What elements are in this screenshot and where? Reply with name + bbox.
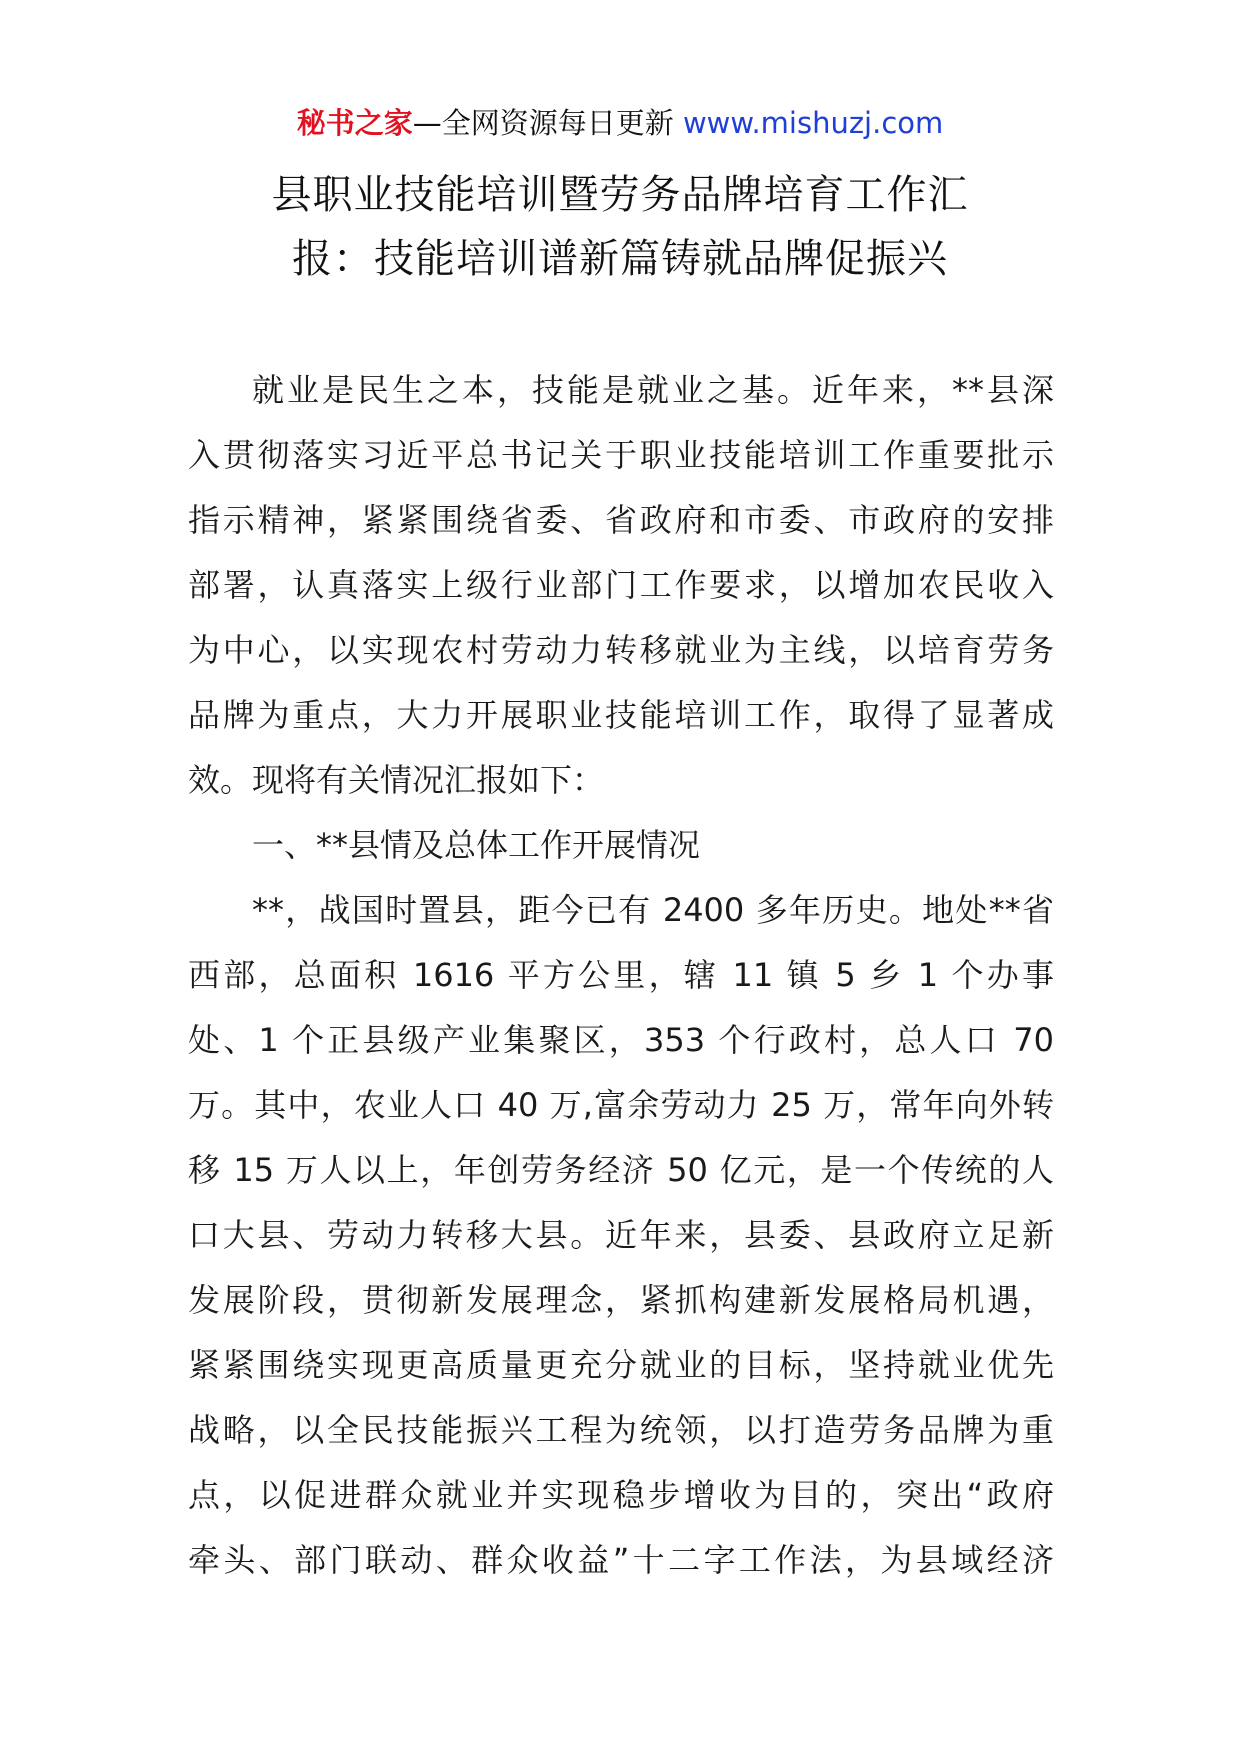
body-line: 点，以促进群众就业并实现稳步增收为目的，突出“政府: [188, 1476, 1054, 1514]
brand-name: 秘书之家: [296, 106, 413, 140]
document-title: [190, 163, 1050, 291]
document-body: [188, 358, 1054, 1593]
body-line: 指示精神，紧紧围绕省委、省政府和市委、市政府的安排: [188, 501, 1054, 539]
body-line: 战略，以全民技能振兴工程为统领，以打造劳务品牌为重: [188, 1411, 1054, 1449]
watermark-header: [0, 103, 1240, 143]
body-line: 口大县、劳动力转移大县。近年来，县委、县政府立足新: [188, 1216, 1054, 1254]
body-line: 为中心，以实现农村劳动力转移就业为主线，以培育劳务: [188, 631, 1054, 669]
body-line: 就业是民生之本，技能是就业之基。近年来，**县深: [252, 371, 1054, 409]
body-line: 西部，总面积 1616 平方公里，辖 11 镇 5 乡 1 个办事: [188, 956, 1054, 994]
body-line: 紧紧围绕实现更高质量更充分就业的目标，坚持就业优先: [188, 1346, 1054, 1384]
section-heading: 一、**县情及总体工作开展情况: [252, 826, 701, 864]
body-line: 发展阶段，贯彻新发展理念，紧抓构建新发展格局机遇，: [188, 1281, 1054, 1319]
body-line: 品牌为重点，大力开展职业技能培训工作，取得了显著成: [188, 696, 1054, 734]
document-title-line-2: 报：技能培训谱新篇铸就品牌促振兴: [292, 236, 948, 282]
body-line: 效。现将有关情况汇报如下：: [188, 761, 605, 799]
body-line: 移 15 万人以上，年创劳务经济 50 亿元，是一个传统的人: [188, 1151, 1054, 1189]
site-url-link[interactable]: www.mishuzj.com: [682, 106, 944, 140]
body-line: **，战国时置县，距今已有 2400 多年历史。地处**省: [252, 891, 1054, 929]
body-line: 万。其中，农业人口 40 万,富余劳动力 25 万，常年向外转: [188, 1086, 1054, 1124]
body-line: 处、1 个正县级产业集聚区，353 个行政村，总人口 70: [188, 1021, 1054, 1059]
body-line: 入贯彻落实习近平总书记关于职业技能培训工作重要批示: [188, 436, 1054, 474]
body-line: 部署，认真落实上级行业部门工作要求，以增加农民收入: [188, 566, 1054, 604]
body-line: 牵头、部门联动、群众收益”十二字工作法，为县域经济: [188, 1541, 1054, 1579]
header-tagline: —全网资源每日更新: [412, 106, 674, 140]
document-title-line-1: 县职业技能培训暨劳务品牌培育工作汇: [271, 172, 969, 218]
